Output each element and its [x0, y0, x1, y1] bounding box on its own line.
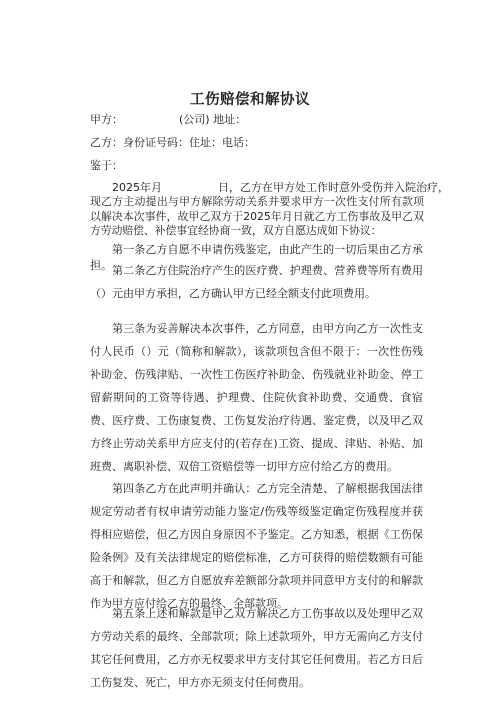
clause-5: 第五条上述和解款是甲乙双方解决乙方工伤事故以及处理甲乙双方劳动关系的最终、全部款项；除上述款项外，甲方无需向乙方支付其它任何费用，乙方亦无权要求甲方支付其它任何费用。若乙方日后工伤复发、死亡，甲方亦无须支付任何费用。	[90, 607, 423, 689]
clause-4: 第四条乙方在此声明并确认：乙方完全清楚、了解根据我国法律规定劳动者有权申请劳动能力鉴定/伤残等级鉴定确定伤残程度并获得相应赔偿，但乙方因自身原因不予鉴定。乙方知悉，根据《工伤保险条例》及有关法律规定的赔偿标准，乙方可获得的赔偿数额有可能高于和解款，但乙方自愿放弃差额部分款项并同意甲方支付的和解款作为甲方应付给乙方的最终、全部款项。	[90, 482, 423, 610]
recital-body: 现乙方主动提出与甲方解除劳动关系并要求甲方一次性支付所有款项以解决本次事件，故甲乙双方于2025年月日就乙方工伤事故及甲乙双方劳动赔偿、补偿事宜经协商一致，双方自愿达成如下协议：	[90, 195, 424, 237]
document-title: 工伤赔偿和解协议	[190, 92, 310, 108]
party-b-line: 乙方：身份证号码：住址：电话：	[90, 136, 255, 149]
party-a-line	[90, 111, 246, 127]
witness-line: 鉴于：	[90, 159, 123, 172]
clause-1: 第一条乙方自愿不申请伤残鉴定，由此产生的一切后果由乙方承担。	[90, 243, 423, 272]
clause-3: 第三条为妥善解决本次事件，乙方同意，由甲方向乙方一次性支付人民币（）元（简称和解款），该款项包含但不限于：一次性伤残补助金、伤残津贴、一次性工伤医疗补助金、伤残就业补助金、停工留薪期间的工资等待遇、护理费、住院伙食补助费、交通费、食宿费、医疗费、工伤康复费、工伤复发治疗待遇、鉴定费，以及甲乙双方终止劳动关系甲方应支付的(若存在)工资、提成、津贴、补贴、加班费、离职补偿、双倍工资赔偿等一切甲方应付给乙方的费用。	[90, 322, 423, 473]
recital-intro-rest: 日，乙方在甲方处工作时意外受伤并入院治疗，	[218, 181, 449, 194]
recital-intro-line	[112, 179, 449, 195]
party-a-suffix: (公司) 地址：	[179, 113, 247, 126]
recital-intro-year: 2025年月	[112, 181, 162, 194]
clause-2: 第二条乙方住院治疗产生的医疗费、护理费、营养费等所有费用（）元由甲方承担，乙方确认甲方已经全额支付此项费用。	[90, 264, 423, 300]
party-a-prefix: 甲方：	[90, 113, 123, 126]
